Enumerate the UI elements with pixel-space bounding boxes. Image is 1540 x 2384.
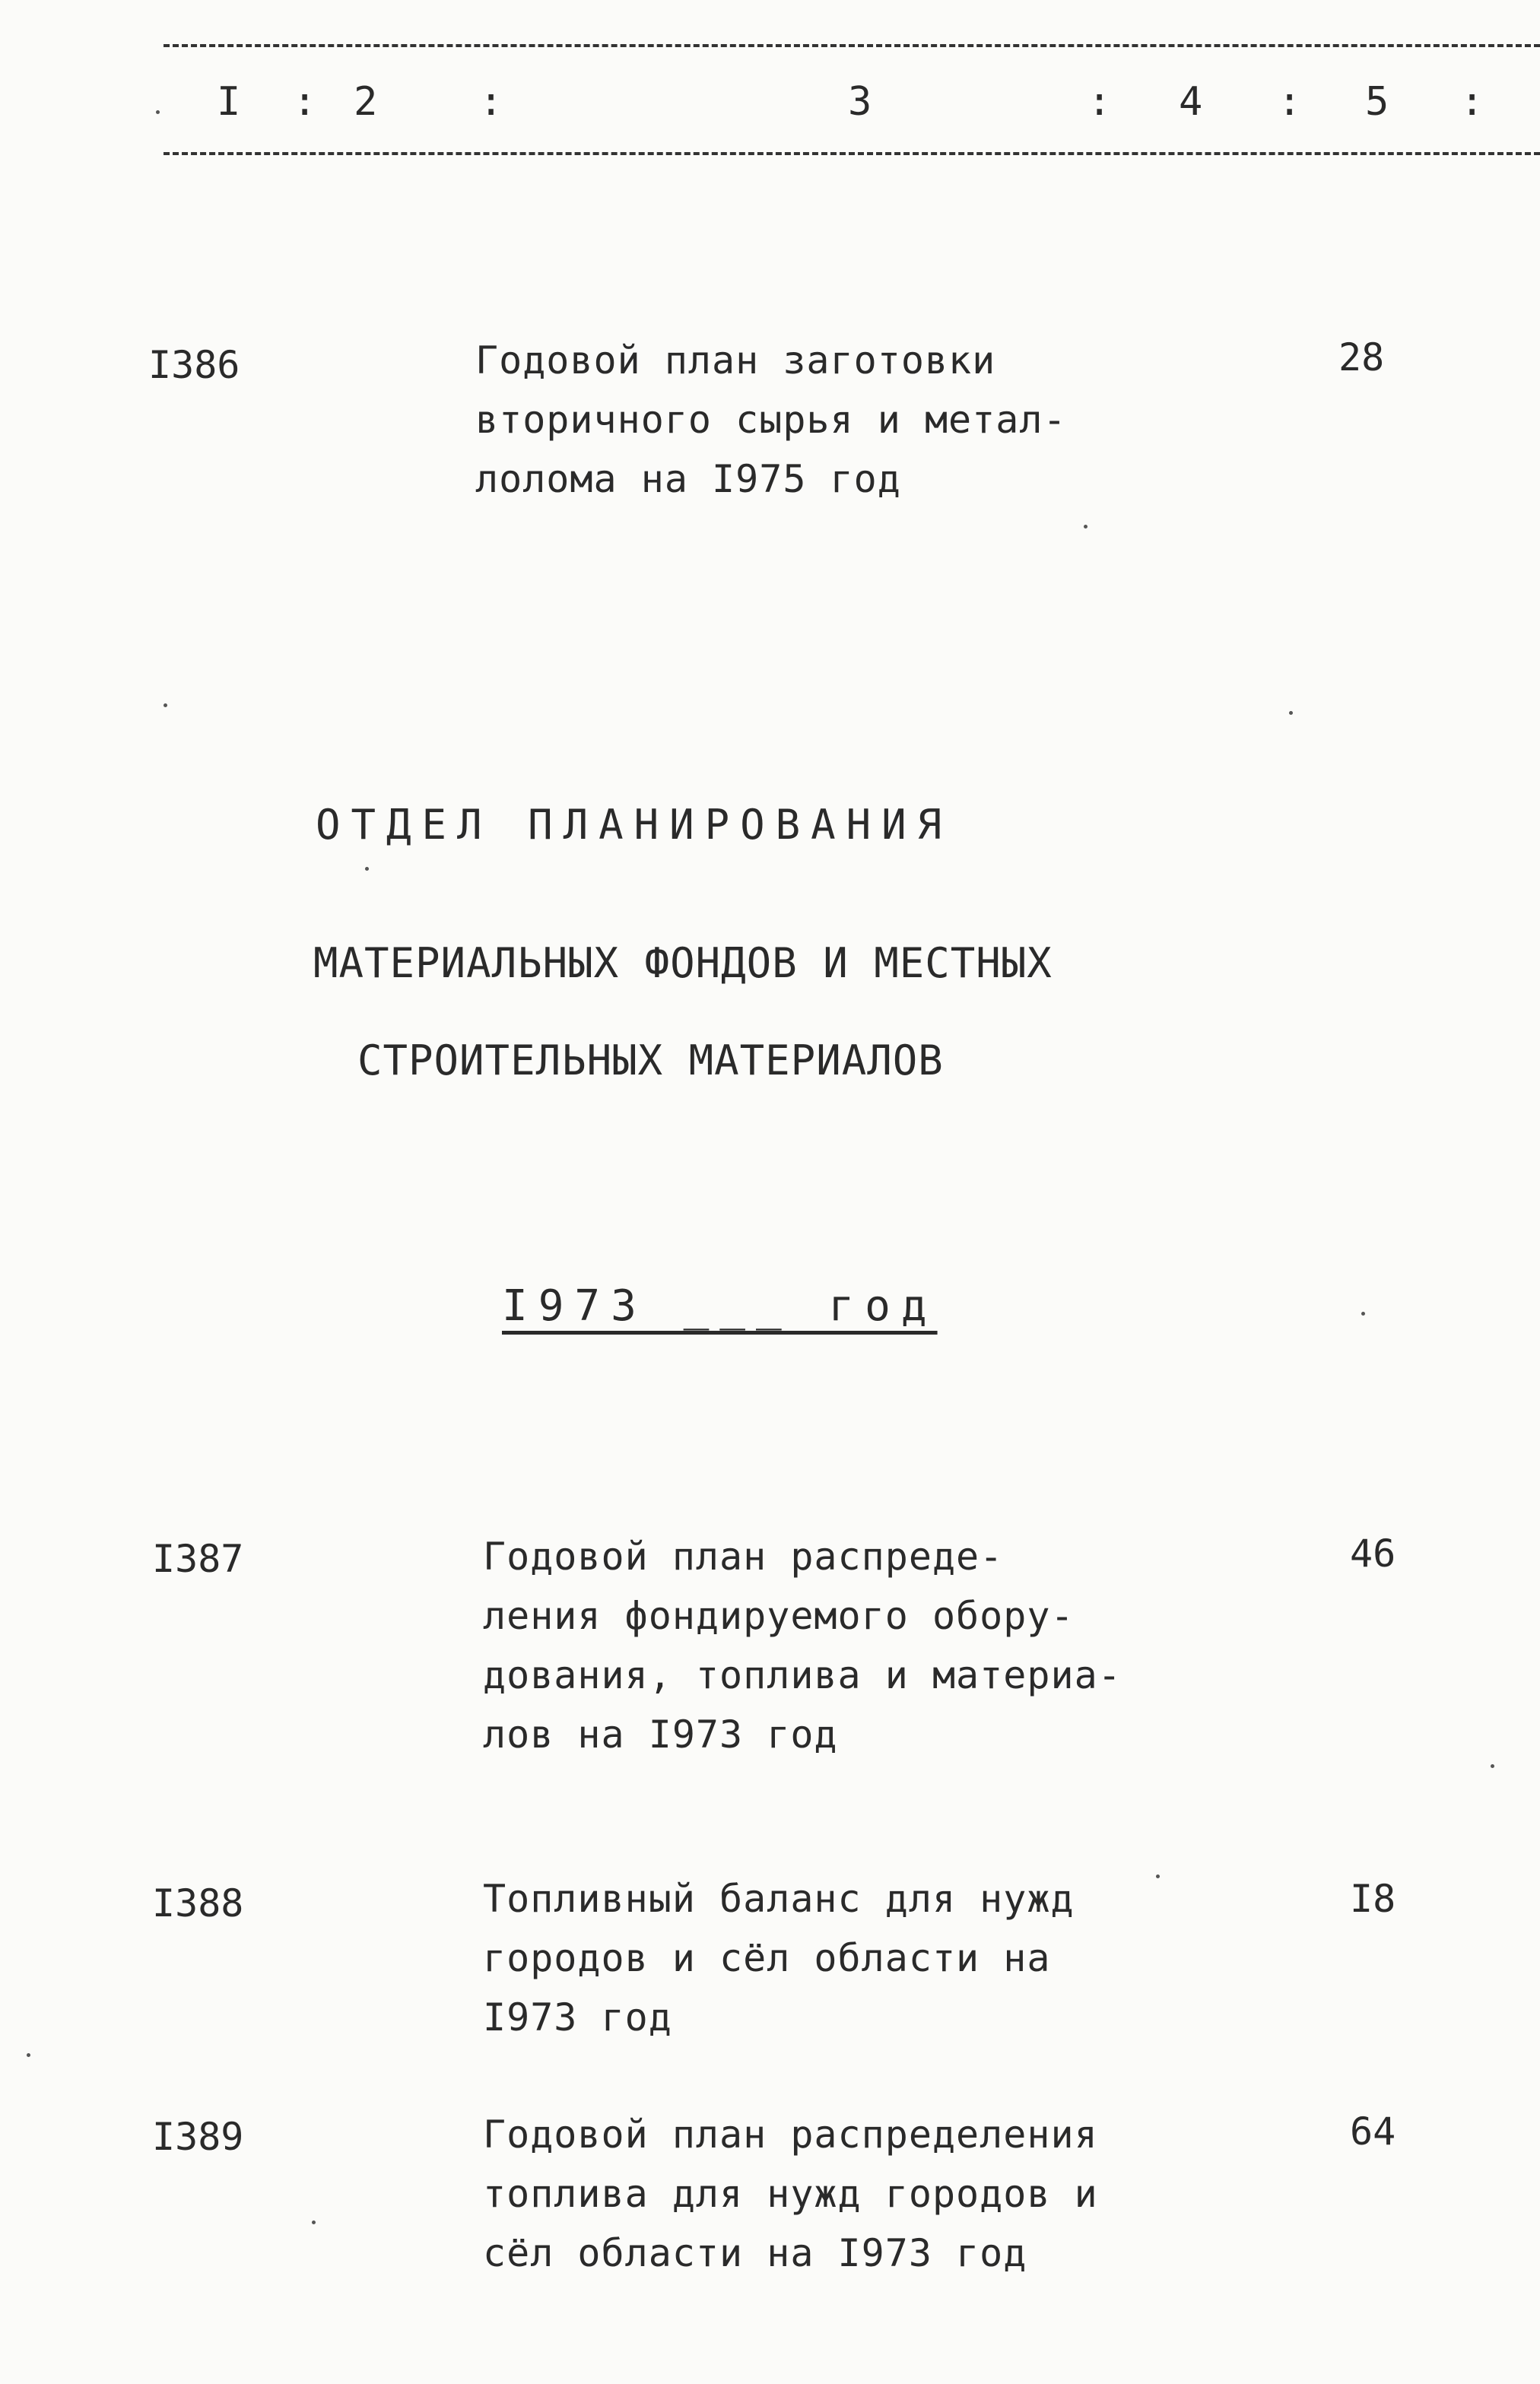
scan-speck [1084, 525, 1088, 529]
entry-number: I388 [152, 1881, 244, 1925]
scan-speck [1491, 1764, 1494, 1768]
entry-description-line: дования, топлива и материа- [483, 1653, 1122, 1697]
column-header-5: 5 [1365, 79, 1389, 125]
entry-page-count: 46 [1350, 1532, 1396, 1576]
entry-description-line: топлива для нужд городов и [483, 2172, 1098, 2216]
scan-speck [27, 2053, 30, 2057]
scan-speck [365, 867, 369, 871]
entry-number: I389 [152, 2115, 244, 2159]
section-title-line-2: МАТЕРИАЛЬНЫХ ФОНДОВ И МЕСТНЫХ [313, 939, 1053, 987]
section-title-line-3: СТРОИТЕЛЬНЫХ МАТЕРИАЛОВ [357, 1036, 944, 1084]
entry-number: I386 [148, 343, 240, 387]
column-separator: : [1460, 79, 1484, 125]
entry-description-line: I973 год [483, 1995, 672, 2040]
header-bottom-rule [164, 152, 1540, 155]
column-header-1: I [217, 79, 241, 125]
entry-description-line: Топливный баланс для нужд [483, 1877, 1075, 1921]
column-header-4: 4 [1179, 79, 1203, 125]
scan-speck [156, 110, 160, 114]
entry-description [475, 331, 1067, 509]
header-top-rule [164, 44, 1540, 47]
entry-description-line: городов и сёл области на [483, 1936, 1051, 1980]
entry-description-line: лов на I973 год [483, 1713, 838, 1757]
column-header-3: 3 [848, 79, 872, 125]
entry-description-line: Годовой план распределения [483, 2113, 1098, 2157]
entry-description-line: сёл области на I973 год [483, 2231, 1027, 2275]
entry-page-count: I8 [1350, 1877, 1396, 1921]
column-separator: : [1278, 79, 1302, 125]
entry-description-line: вторичного сырья и метал- [475, 398, 1067, 442]
section-title-line-1: ОТДЕЛ ПЛАНИРОВАНИЯ [316, 801, 953, 849]
entry-description-line: Годовой план распреде- [483, 1535, 1004, 1579]
entry-description-line: ления фондируемого обору- [483, 1594, 1075, 1638]
entry-description-line: лолома на I975 год [475, 457, 901, 501]
column-separator: : [479, 79, 503, 125]
entry-page-count: 64 [1350, 2109, 1396, 2154]
scan-speck [312, 2221, 316, 2224]
column-header-2: 2 [354, 79, 378, 125]
entry-page-count: 28 [1338, 335, 1385, 379]
scan-speck [1156, 1875, 1160, 1878]
entry-number: I387 [152, 1537, 244, 1581]
column-separator: : [293, 79, 317, 125]
scan-speck [164, 703, 167, 707]
column-separator: : [1088, 79, 1112, 125]
entry-description [483, 2105, 1098, 2283]
entry-description [483, 1869, 1075, 2047]
entry-description [483, 1527, 1122, 1764]
entry-description-line: Годовой план заготовки [475, 338, 996, 383]
scan-speck [1361, 1312, 1365, 1316]
scan-speck [1289, 711, 1293, 715]
section-year-heading: I973 ___ год [502, 1281, 938, 1331]
